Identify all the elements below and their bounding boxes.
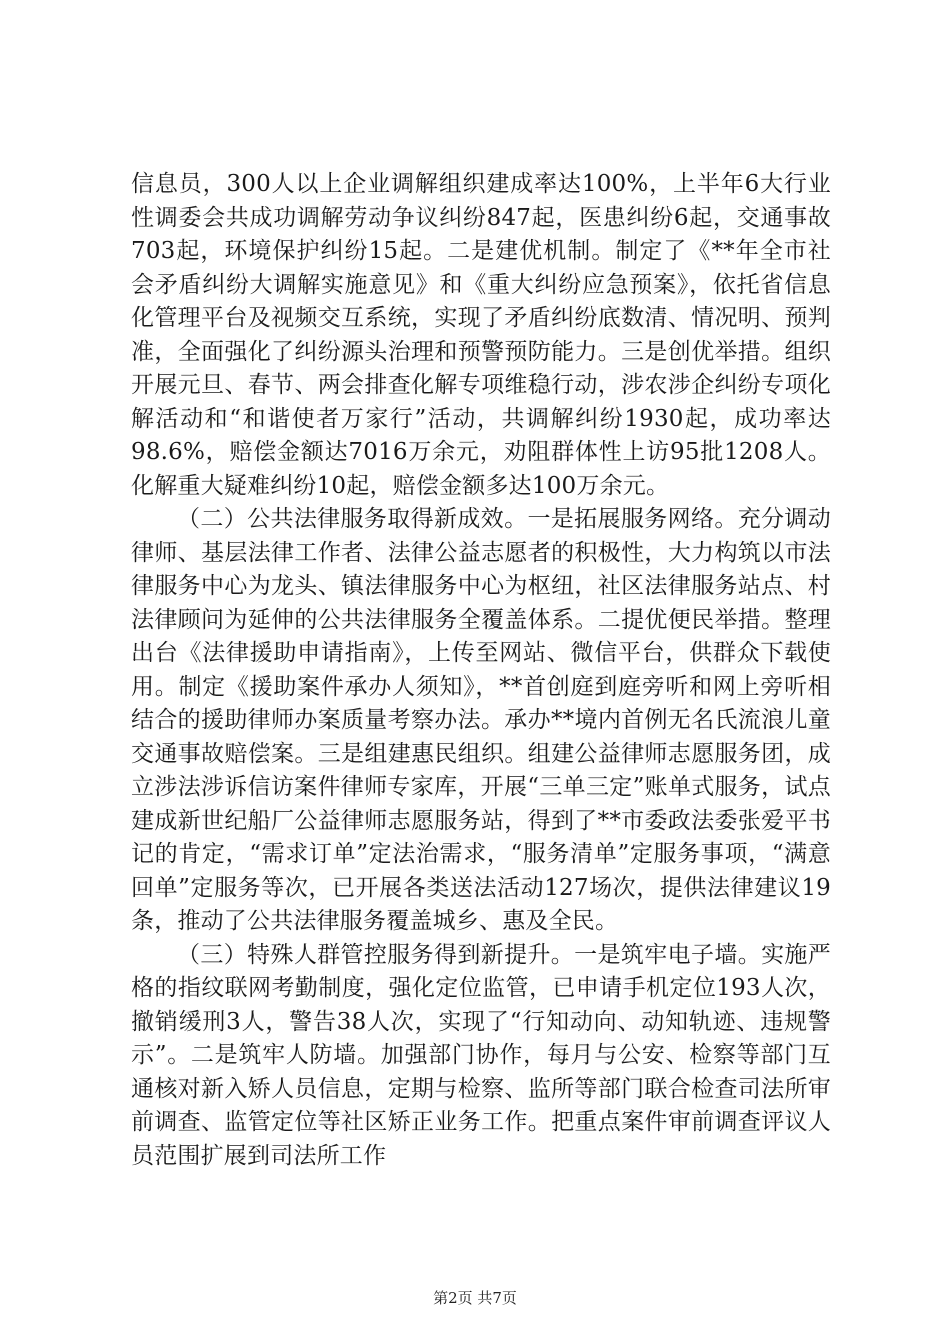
paragraph-1: 信息员，300人以上企业调解组织建成率达100%，上半年6大行业性调委会共成功调解劳动争议纠纷847起，医患纠纷6起，交通事故703起，环境保护纠纷15起。二是建优机制。制定了《**年全市社会矛盾纠纷大调解实施意见》和《重大纠纷应急预案》，依托省信息化管理平台及视频交互系统，实现了矛盾纠纷底数清、情况明、预判准，全面强化了纠纷源头治理和预警预防能力。三是创优举措。组织开展元旦、春节、两会排查化解专项维稳行动，涉农涉企纠纷专项化解活动和“和谐使者万家行”活动，共调解纠纷1930起，成功率达98.6%，赔偿金额达7016万余元，劝阻群体性上访95批1208人。化解重大疑难纠纷10起，赔偿金额多达100万余元。 — [131, 171, 832, 499]
paragraph-2: （二）公共法律服务取得新成效。一是拓展服务网络。充分调动律师、基层法律工作者、法律公益志愿者的积极性，大力构筑以市法律服务中心为龙头、镇法律服务中心为枢纽，社区法律服务站点、村法律顾问为延伸的公共法律服务全覆盖体系。二提优便民举措。整理出台《法律援助申请指南》，上传至网站、微信平台，供群众下载使用。制定《援助案件承办人须知》，**首创庭到庭旁听和网上旁听相结合的援助律师办案质量考察办法。承办**境内首例无名氏流浪儿童交通事故赔偿案。三是组建惠民组织。组建公益律师志愿服务团，成立涉法涉诉信访案件律师专家库，开展“三单三定”账单式服务，试点建成新世纪船厂公益律师志愿服务站，得到了**市委政法委张爱平书记的肯定，“需求订单”定法治需求，“服务清单”定服务事项，“满意回单”定服务等次，已开展各类送法活动127场次，提供法律建议19条，推动了公共法律服务覆盖城乡、惠及全民。 — [131, 506, 831, 934]
paragraph-3: （三）特殊人群管控服务得到新提升。一是筑牢电子墙。实施严格的指纹联网考勤制度，强化定位监管，已申请手机定位193人次，撤销缓刑3人，警告38人次，实现了“行知动向、动知轨迹、违规警示”。二是筑牢人防墙。加强部门协作，每月与公安、检察等部门互通核对新入矫人员信息，定期与检察、监所等部门联合检查司法所审前调查、监管定位等社区矫正业务工作。把重点案件审前调查评议人员范围扩展到司法所工作 — [131, 941, 831, 1169]
body-text — [131, 168, 831, 1173]
page-footer — [0, 1288, 950, 1308]
page-number-label: 第2页 共7页 — [433, 1289, 517, 1307]
